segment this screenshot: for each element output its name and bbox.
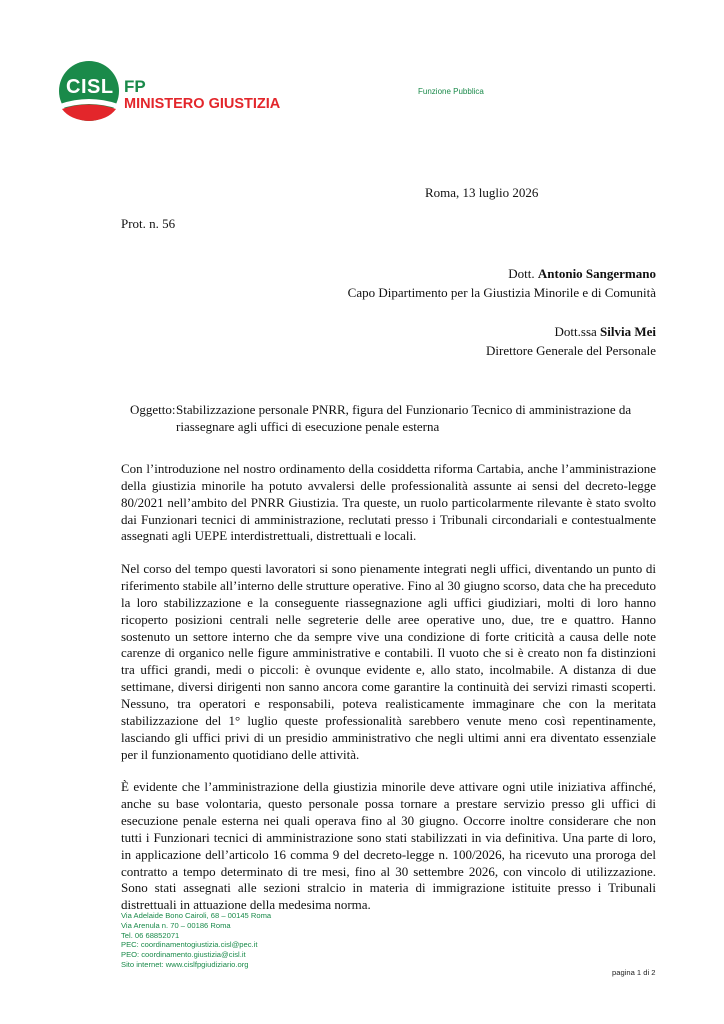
- footer-phone: Tel. 06 68852071: [121, 930, 180, 940]
- footer-contacts: [121, 911, 271, 970]
- body-paragraph-2: Nel corso del tempo questi lavoratori si sono pienamente integrati negli uffici, diventando un punto di riferimento stabile all’interno delle strutture operative. Fino al 30 giugno scorso, data che ha preceduto la loro stabilizzazione e la conseguente riassegnazione agli uffici giudiziari, molti di loro hanno ricoperto posizioni centrali nelle segreterie delle aree operative uno, due, tre e quattro. Hanno sostenuto un settore interno che da sempre vive una condizione di forte criticità a causa delle note carenze di organico nelle figure amministrative e contabili. Il vuoto che si è creato non fa distinzioni tra uffici grandi, medi o piccoli: è ovunque evidente e, allo stato, incolmabile. A distanza di due settimane, diversi dirigenti non sanno ancora come garantire la continuità dei servizi rimasti scoperti. Nessuno, tra operatori e responsabili, poteva realisticamente immaginare che con la meritata stabilizzazione del 1° luglio queste professionalità sarebbero venute meno così repentinamente, lasciando gli uffici privi di un presidio amministrativo che negli ultimi anni era diventato essenziale per il funzionamento quotidiano delle attività.: [121, 561, 656, 762]
- recipient-2-name-line: [486, 322, 656, 341]
- recipient-1-role: Capo Dipartimento per la Giustizia Minorile e di Comunità: [347, 285, 656, 300]
- department-label: Funzione Pubblica: [418, 87, 484, 96]
- recipient-1-name: Antonio Sangermano: [537, 266, 656, 281]
- place-date: Roma, 13 luglio 2026: [425, 185, 539, 200]
- recipient-1-name-line: [348, 264, 656, 283]
- cisl-fp-logo: [58, 60, 298, 122]
- page-number: pagina 1 di 2: [612, 968, 656, 977]
- subject-text: Stabilizzazione personale PNRR, figura del Funzionario Tecnico di amministrazione da riassegnare agli uffici di esecuzione penale esterna: [176, 402, 632, 434]
- logo-fp-text: FP: [124, 77, 146, 96]
- footer-address-1: Via Adelaide Bono Cairoli, 68 – 00145 Roma: [121, 911, 272, 920]
- letter-body: [121, 461, 656, 930]
- recipient-1: [348, 264, 656, 302]
- logo-cisl-text: CISL: [66, 76, 114, 98]
- body-paragraph-1: Con l’introduzione nel nostro ordinamento della cosiddetta riforma Cartabia, anche l’amministrazione della giustizia minorile ha potuto avvalersi delle professionalità assunte ai sensi del decreto-legge 80/2021 nell’ambito del PNRR Giustizia. Tra queste, un ruolo particolarmente rilevante è stato svolto dai Funzionari tecnici di amministrazione, reclutati presso i Tribunali circondariali e contestualmente assegnati agli UEPE interdistrettuali, distrettuali e locali.: [121, 461, 656, 544]
- recipient-2: [486, 322, 656, 360]
- protocol-number: Prot. n. 56: [121, 216, 176, 231]
- footer-pec: PEC: coordinamentogiustizia.cisl@pec.it: [121, 940, 258, 950]
- recipient-1-title: Dott.: [508, 266, 535, 281]
- recipient-2-title: Dott.ssa: [554, 324, 597, 339]
- body-paragraph-3: È evidente che l’amministrazione della giustizia minorile deve attivare ogni utile iniziativa affinché, anche su base volontaria, questo personale possa tornare a prestare servizio presso gli uffici di esecuzione penale esterna nei quali operava fino al 30 giugno. Occorre inoltre considerare che non tutti i Funzionari tecnici di amministrazione sono stati stabilizzati in via definitiva. Una parte di loro, in applicazione dell’articolo 16 comma 9 del decreto-legge n. 100/2026, ha ricevuto una proroga del contratto a tempo determinato di tre mesi, fino al 30 settembre 2026, con vincolo di utilizzazione. Sono stati assegnati alle sezioni stralcio in materia di immigrazione istituite presso i Tribunali distrettuali in attuazione della medesima norma.: [121, 779, 656, 913]
- footer-peo: PEO: coordinamento.giustizia@cisl.it: [121, 950, 246, 960]
- recipient-2-name: Silvia Mei: [600, 324, 656, 339]
- footer-address-2: Via Arenula n. 70 – 00186 Roma: [121, 920, 231, 930]
- recipient-2-role: Direttore Generale del Personale: [485, 343, 656, 358]
- logo-ministry-text: MINISTERO GIUSTIZIA: [124, 96, 281, 112]
- subject-label: Oggetto:: [130, 402, 176, 417]
- footer-website: Sito internet: www.cislfpgiudiziario.org: [121, 959, 249, 969]
